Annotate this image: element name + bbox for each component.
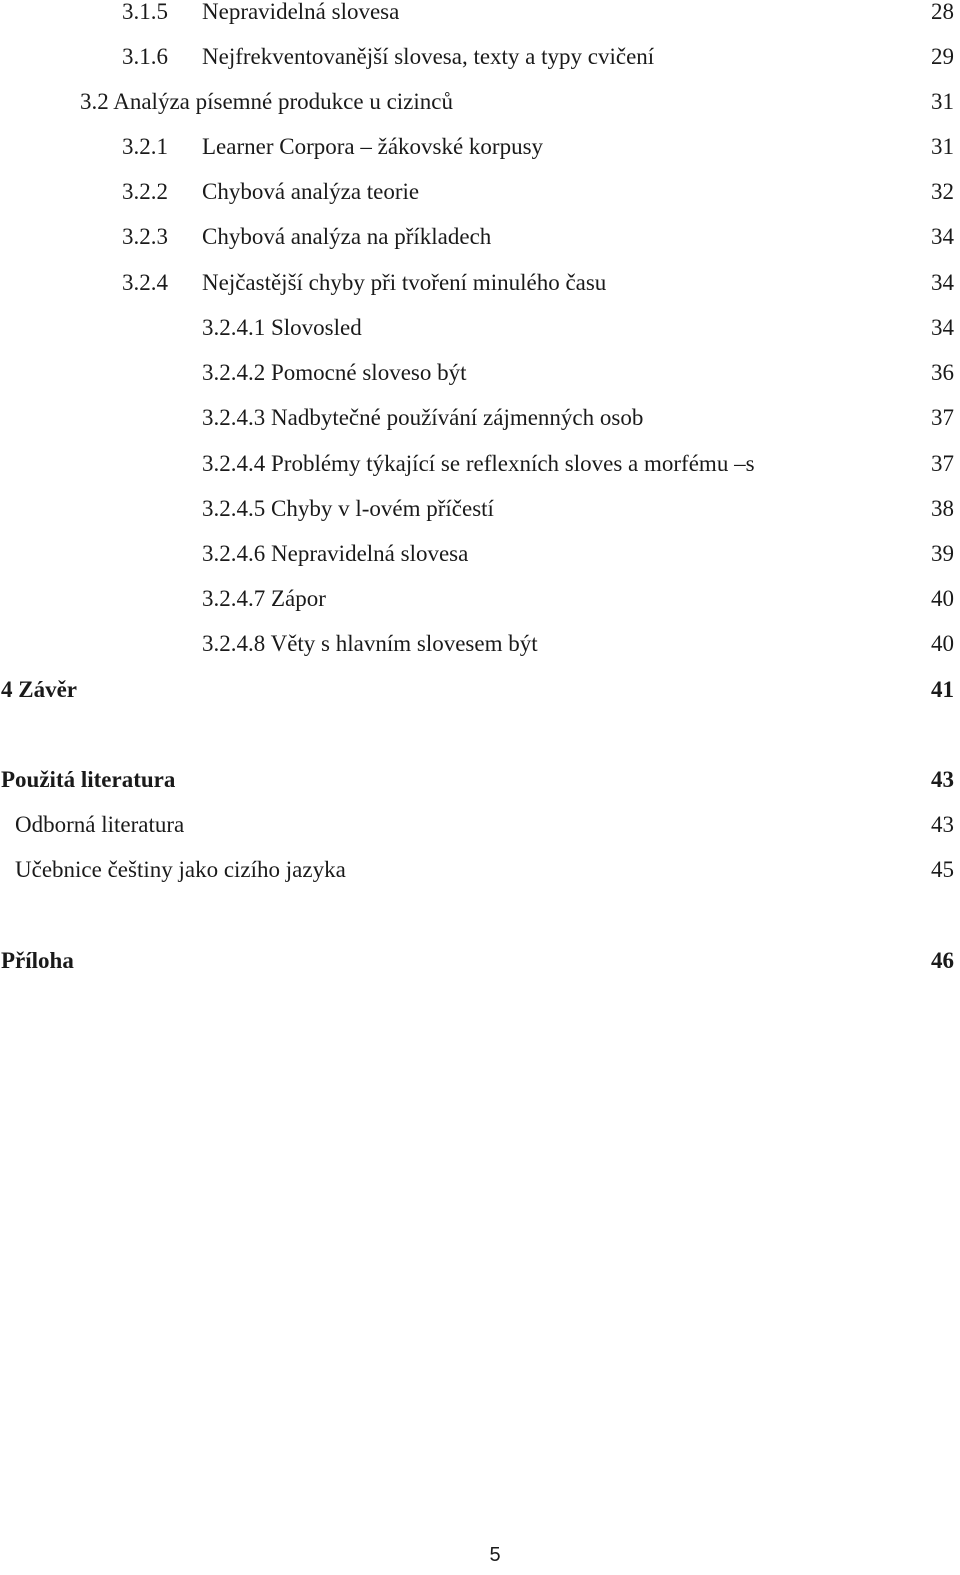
toc-entry-title: Chybová analýza na příkladech bbox=[202, 224, 492, 249]
toc-entry-3-2-4-4[interactable] bbox=[0, 449, 960, 479]
toc-entry-3-2-1[interactable] bbox=[0, 132, 960, 162]
toc-entry-title: 3.2.4.1 Slovosled bbox=[202, 315, 362, 340]
toc-entry-title: Learner Corpora – žákovské korpusy bbox=[202, 134, 544, 159]
toc-entry-title: 4 Závěr bbox=[1, 677, 78, 702]
toc-entry-ucebnice[interactable] bbox=[0, 855, 960, 885]
toc-entry-number: 3.2.4 bbox=[122, 270, 168, 295]
toc-entry-title: 3.2.4.4 Problémy týkající se reflexních sloves a morfému –s bbox=[202, 451, 755, 476]
toc-entry-priloha[interactable] bbox=[0, 946, 960, 976]
toc-entry-3-2-2[interactable] bbox=[0, 177, 960, 207]
toc-entry-page: 28 bbox=[931, 0, 954, 24]
toc-entry-page: 45 bbox=[931, 857, 954, 882]
toc-entry-page: 38 bbox=[931, 496, 954, 521]
toc-entry-title: 3.2.4.2 Pomocné sloveso být bbox=[202, 360, 467, 385]
toc-entry-3-1-6[interactable] bbox=[0, 42, 960, 72]
toc-entry-number: 3.1.6 bbox=[122, 44, 168, 69]
toc-entry-page: 34 bbox=[931, 315, 954, 340]
toc-entry-title: Nepravidelná slovesa bbox=[202, 0, 400, 24]
toc-entry-page: 40 bbox=[931, 586, 954, 611]
toc-entry-3-2-4-7[interactable] bbox=[0, 584, 960, 614]
toc-entry-title: Nejčastější chyby při tvoření minulého času bbox=[202, 270, 607, 295]
toc-entry-title: 3.2 Analýza písemné produkce u cizinců bbox=[80, 89, 453, 114]
toc-entry-3-2[interactable] bbox=[0, 87, 960, 117]
toc-entry-page: 43 bbox=[931, 812, 954, 837]
toc-entry-title: Učebnice češtiny jako cizího jazyka bbox=[15, 857, 346, 882]
toc-entry-page: 43 bbox=[931, 767, 954, 792]
toc-entry-title: Příloha bbox=[1, 948, 74, 973]
toc-entry-page: 40 bbox=[931, 631, 954, 656]
toc-entry-number: 3.2.1 bbox=[122, 134, 168, 159]
toc-entry-page: 41 bbox=[931, 677, 954, 702]
toc-entry-page: 34 bbox=[931, 224, 954, 249]
toc-entry-page: 31 bbox=[931, 134, 954, 159]
toc-entry-title: 3.2.4.7 Zápor bbox=[202, 586, 326, 611]
toc-entry-page: 39 bbox=[931, 541, 954, 566]
toc-entry-page: 46 bbox=[931, 948, 954, 973]
toc-entry-number: 3.1.5 bbox=[122, 0, 168, 24]
toc-entry-title: Chybová analýza teorie bbox=[202, 179, 420, 204]
toc-entry-page: 31 bbox=[931, 89, 954, 114]
toc-entry-page: 36 bbox=[931, 360, 954, 385]
page-number: 5 bbox=[489, 1544, 501, 1566]
toc-entry-3-2-4[interactable] bbox=[0, 268, 960, 298]
toc-entry-number: 3.2.3 bbox=[122, 224, 168, 249]
toc-entry-3-2-4-2[interactable] bbox=[0, 358, 960, 388]
toc-entry-3-1-5[interactable] bbox=[0, 0, 960, 27]
toc-entry-3-2-4-5[interactable] bbox=[0, 494, 960, 524]
toc-entry-title: Nejfrekventovanější slovesa, texty a typy cvičení bbox=[202, 44, 655, 69]
toc-entry-number: 3.2.2 bbox=[122, 179, 168, 204]
toc-entry-3-2-4-6[interactable] bbox=[0, 539, 960, 569]
toc-entry-page: 37 bbox=[931, 405, 954, 430]
toc-entry-title: Odborná literatura bbox=[15, 812, 185, 837]
toc-entry-3-2-4-1[interactable] bbox=[0, 313, 960, 343]
toc-entry-3-2-4-3[interactable] bbox=[0, 403, 960, 433]
toc-entry-pouzita-literatura[interactable] bbox=[0, 765, 960, 795]
toc-entry-title: Použitá literatura bbox=[1, 767, 176, 792]
toc-entry-title: 3.2.4.5 Chyby v l-ovém příčestí bbox=[202, 496, 494, 521]
toc-entry-title: 3.2.4.3 Nadbytečné používání zájmenných osob bbox=[202, 405, 644, 430]
toc-entry-page: 34 bbox=[931, 270, 954, 295]
toc-entry-page: 32 bbox=[931, 179, 954, 204]
toc-entry-page: 37 bbox=[931, 451, 954, 476]
toc-entry-page: 29 bbox=[931, 44, 954, 69]
toc-entry-3-2-4-8[interactable] bbox=[0, 629, 960, 659]
toc-entry-4-zaver[interactable] bbox=[0, 675, 960, 705]
toc-entry-3-2-3[interactable] bbox=[0, 222, 960, 252]
toc-entry-title: 3.2.4.8 Věty s hlavním slovesem být bbox=[202, 631, 538, 656]
toc-entry-title: 3.2.4.6 Nepravidelná slovesa bbox=[202, 541, 469, 566]
toc-entry-odborna-literatura[interactable] bbox=[0, 810, 960, 840]
